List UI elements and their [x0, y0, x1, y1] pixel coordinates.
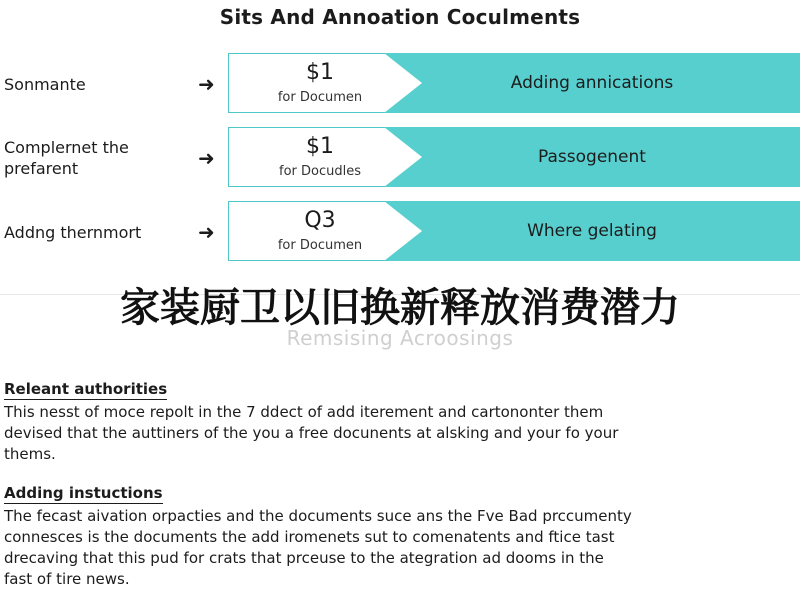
- overlay-caption: 家装厨卫以旧换新释放消费潜力: [120, 285, 680, 331]
- process-row: [0, 53, 800, 115]
- paragraph-line: thems.: [4, 445, 56, 463]
- card-value: Q3: [304, 208, 336, 233]
- paragraph-line: devised that the auttiners of the you a free docunents at alsking and your fo your: [4, 424, 619, 442]
- card-value: $1: [306, 134, 334, 159]
- card-value: $1: [306, 60, 334, 85]
- paragraph-line: The fecast aivation orpacties and the documents suce ans the Fve Bad prccumenty: [4, 507, 632, 525]
- section-heading: Adding instuctions: [4, 484, 163, 502]
- row-label: Complernet the prefarent: [4, 138, 129, 178]
- process-row: [0, 127, 800, 189]
- card-subtitle: for Documen: [277, 90, 363, 105]
- card-subtitle: for Documen: [277, 238, 363, 253]
- paragraph-line: fast of tire news.: [4, 570, 130, 588]
- text-section: [4, 379, 794, 465]
- section-heading: Releant authorities: [4, 380, 168, 398]
- action-label: Adding annications: [510, 73, 674, 93]
- document-card: [228, 201, 800, 261]
- action-label: Where gelating: [527, 221, 657, 241]
- row-label: Addng thernmort: [4, 222, 142, 242]
- row-label: Sonmante: [4, 74, 86, 94]
- paragraph-line: This nesst of moce repolt in the 7 ddect of add iterement and cartononter them: [4, 403, 604, 421]
- arrow-right-icon: ➜: [198, 220, 215, 244]
- page-title: Sits And Annoation Coculments: [219, 5, 581, 29]
- paragraph-line: drecaving that this pud for crats that prceuse to the ategration ad dooms in the: [4, 549, 604, 567]
- card-subtitle: for Docudles: [279, 164, 361, 179]
- document-card: [228, 127, 800, 187]
- action-label: Passogenent: [538, 147, 646, 167]
- document-card: [228, 53, 800, 113]
- text-section: [4, 483, 794, 590]
- arrow-right-icon: ➜: [198, 146, 215, 170]
- process-row: [0, 201, 800, 263]
- paragraph-line: connesces is the documents the add iromenets sut to comenatents and ftice tast: [4, 528, 615, 546]
- arrow-right-icon: ➜: [198, 72, 215, 96]
- faded-heading: Remsising Acroosings: [286, 326, 514, 350]
